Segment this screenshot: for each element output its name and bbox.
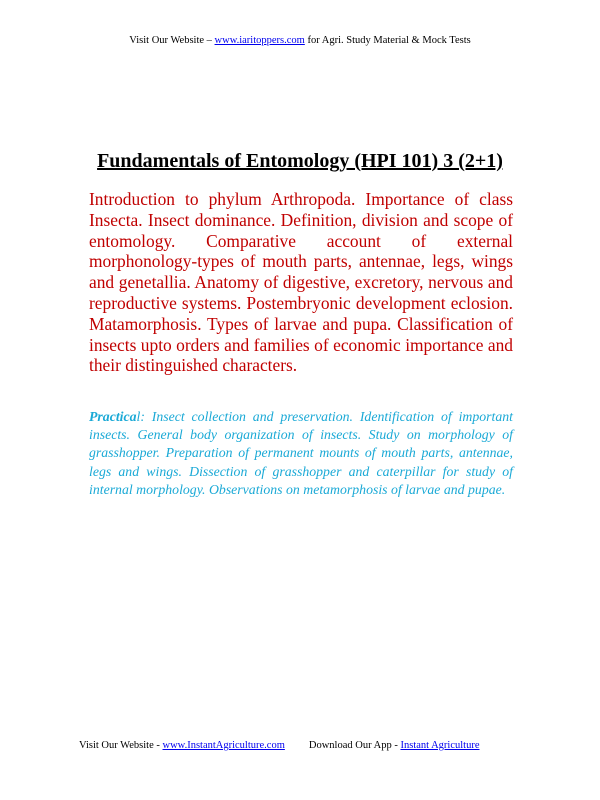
top-header	[0, 35, 600, 46]
footer-app-link[interactable]: Instant Agriculture	[400, 740, 480, 751]
header-prefix: Visit Our Website –	[129, 35, 215, 46]
practical-text: l: Insect collection and preservation. Identification of important insects. General body organization of insects. Study on morphology of grasshopper. Preparation of permanent mounts of mouth parts, antennae, legs and wings. Dissection of grasshopper and caterpillar for study of internal morphology. Observations on metamorphosis of larvae and pupae.	[89, 409, 513, 497]
header-suffix: for Agri. Study Material & Mock Tests	[304, 35, 471, 46]
footer-website-link[interactable]: www.InstantAgriculture.com	[162, 740, 285, 751]
header-website-link[interactable]: www.iaritoppers.com	[214, 35, 305, 46]
syllabus-paragraph: Introduction to phylum Arthropoda. Importance of class Insecta. Insect dominance. Definition, division and scope of entomology. Comparative account of external morphonology-types of mouth parts, antennae, legs, wings and genetallia. Anatomy of digestive, excretory, nervous and reproductive systems. Postembryonic development eclosion. Matamorphosis. Types of larvae and pupa. Classification of insects upto orders and families of economic importance and their distinguished characters.	[89, 189, 513, 376]
page-title: Fundamentals of Entomology (HPI 101) 3 (2+1)	[97, 150, 503, 172]
footer	[79, 740, 539, 751]
footer-website-prefix: Visit Our Website -	[79, 740, 163, 751]
practical-paragraph	[89, 408, 513, 499]
practical-label: Practica	[89, 409, 137, 424]
footer-app-prefix: Download Our App -	[308, 740, 401, 751]
